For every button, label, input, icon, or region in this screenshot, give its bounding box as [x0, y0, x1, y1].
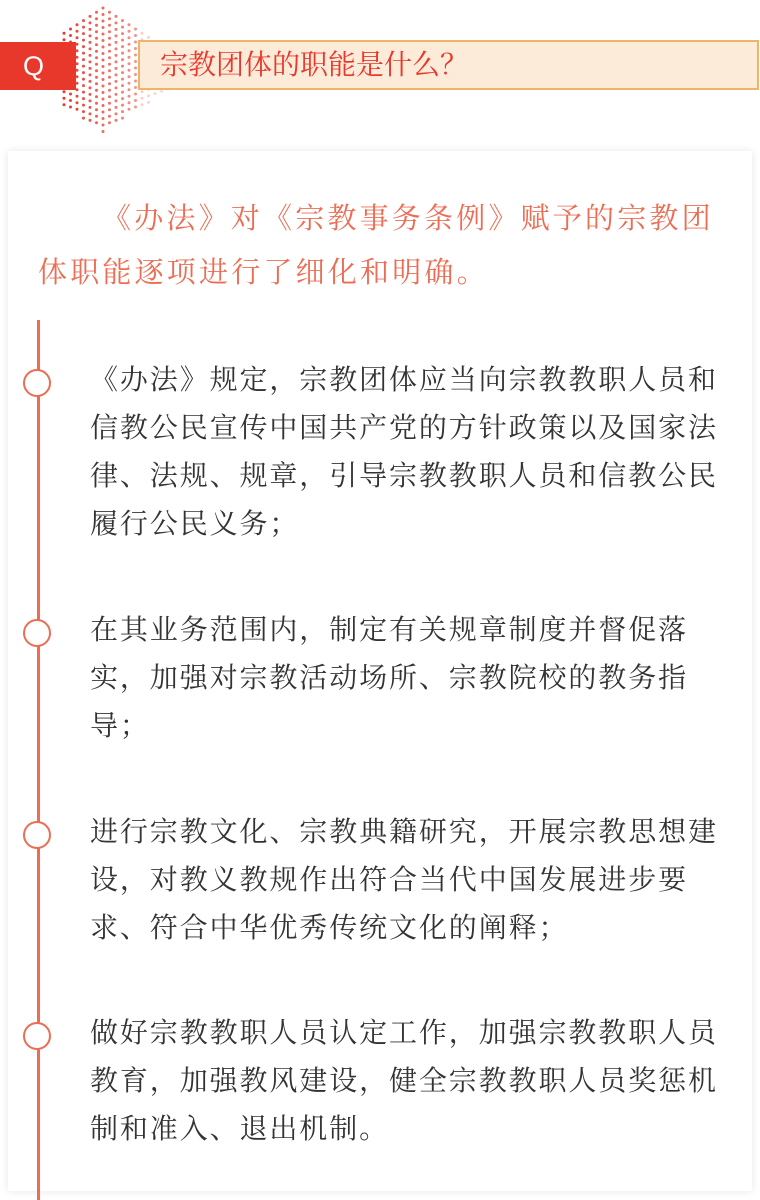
decoration-dot — [134, 80, 137, 83]
decoration-dot — [82, 45, 85, 48]
decoration-dot — [102, 98, 105, 101]
decoration-dot — [108, 108, 111, 111]
decoration-dot — [115, 112, 118, 115]
decoration-dot — [154, 92, 157, 95]
decoration-dot — [147, 101, 150, 104]
decoration-dot — [134, 86, 137, 89]
decoration-dot — [134, 54, 137, 57]
decoration-dot — [128, 75, 131, 78]
decoration-dot — [121, 19, 124, 22]
decoration-dot — [128, 23, 131, 26]
decoration-dot — [95, 115, 98, 118]
decoration-dot — [95, 17, 98, 20]
decoration-dot — [63, 32, 66, 35]
decoration-dot — [115, 28, 118, 31]
decoration-dot — [102, 104, 105, 107]
decoration-dot — [102, 7, 105, 10]
decoration-dot — [82, 71, 85, 74]
decoration-dot — [82, 58, 85, 61]
decoration-dot — [108, 37, 111, 40]
decoration-dot — [82, 97, 85, 100]
decoration-dot — [115, 80, 118, 83]
decoration-dot — [121, 26, 124, 29]
decoration-dot — [102, 52, 105, 55]
decoration-dot — [128, 56, 131, 59]
decoration-dot — [82, 84, 85, 87]
decoration-dot — [134, 106, 137, 109]
decoration-dot — [128, 49, 131, 52]
timeline-line — [37, 320, 40, 1200]
decoration-dot — [134, 93, 137, 96]
decoration-dot — [82, 104, 85, 107]
decoration-dot — [63, 90, 66, 93]
timeline-marker — [23, 619, 51, 647]
decoration-dot — [128, 69, 131, 72]
decoration-dot — [63, 38, 66, 41]
decoration-dot — [95, 11, 98, 14]
decoration-dot — [89, 34, 92, 37]
decoration-dot — [121, 52, 124, 55]
question-badge: Q — [0, 42, 76, 90]
decoration-dot — [102, 117, 105, 120]
decoration-dot — [128, 62, 131, 65]
decoration-dot — [95, 30, 98, 33]
decoration-dot — [76, 95, 79, 98]
decoration-dot — [147, 36, 150, 39]
decoration-dot — [128, 101, 131, 104]
decoration-dot — [82, 91, 85, 94]
decoration-dot — [82, 78, 85, 81]
decoration-dot — [82, 39, 85, 42]
decoration-dot — [89, 67, 92, 70]
decoration-dot — [121, 58, 124, 61]
decoration-dot — [128, 88, 131, 91]
decoration-dot — [89, 21, 92, 24]
decoration-dot — [108, 24, 111, 27]
decoration-dot — [128, 30, 131, 33]
intro-paragraph: 《办法》对《宗教事务条例》赋予的宗教团体职能逐项进行了细化和明确。 — [38, 201, 714, 289]
decoration-dot — [102, 26, 105, 29]
decoration-dot — [121, 97, 124, 100]
decoration-dot — [69, 28, 72, 31]
decoration-dot — [134, 67, 137, 70]
decoration-dot — [89, 28, 92, 31]
decoration-dot — [115, 15, 118, 18]
decoration-dot — [76, 30, 79, 33]
decoration-dot — [95, 76, 98, 79]
decoration-dot — [108, 95, 111, 98]
decoration-dot — [141, 97, 144, 100]
decoration-dot — [95, 24, 98, 27]
decoration-dot — [89, 86, 92, 89]
decoration-dot — [134, 99, 137, 102]
decoration-dot — [89, 73, 92, 76]
decoration-dot — [102, 124, 105, 127]
decoration-dot — [108, 17, 111, 20]
decoration-dot — [121, 39, 124, 42]
decoration-dot — [89, 119, 92, 122]
decoration-dot — [134, 41, 137, 44]
decoration-dot — [102, 78, 105, 81]
decoration-dot — [115, 54, 118, 57]
decoration-dot — [121, 65, 124, 68]
decoration-dot — [141, 103, 144, 106]
decoration-dot — [115, 93, 118, 96]
decoration-dot — [76, 23, 79, 26]
decoration-dot — [69, 93, 72, 96]
decoration-dot — [121, 84, 124, 87]
decoration-dot — [160, 90, 163, 93]
decoration-dot — [108, 121, 111, 124]
decoration-dot — [89, 41, 92, 44]
decoration-dot — [82, 52, 85, 55]
decoration-dot — [89, 54, 92, 57]
decoration-dot — [63, 103, 66, 106]
decoration-dot — [102, 91, 105, 94]
decoration-dot — [102, 130, 105, 133]
decoration-dot — [95, 56, 98, 59]
decoration-dot — [82, 117, 85, 120]
decoration-dot — [89, 60, 92, 63]
decoration-dot — [108, 11, 111, 14]
decoration-dot — [115, 67, 118, 70]
question-banner — [138, 40, 759, 90]
decoration-dot — [76, 108, 79, 111]
decoration-dot — [121, 78, 124, 81]
list-item: 在其业务范围内，制定有关规章制度并督促落实，加强对宗教活动场所、宗教院校的教务指导； — [90, 613, 689, 742]
decoration-dot — [82, 19, 85, 22]
decoration-dot — [121, 117, 124, 120]
decoration-dot — [108, 43, 111, 46]
decoration-dot — [147, 94, 150, 97]
list-item: 《办法》规定，宗教团体应当向宗教教职人员和信教公民宣传中国共产党的方针政策以及国家法律、法规、规章，引导宗教教职人员和信教公民履行公民义务； — [90, 363, 718, 540]
decoration-dot — [95, 95, 98, 98]
decoration-dot — [134, 60, 137, 63]
decoration-dot — [121, 110, 124, 113]
decoration-dot — [128, 95, 131, 98]
timeline-marker — [23, 1022, 51, 1050]
decoration-dot — [108, 50, 111, 53]
decoration-dot — [108, 82, 111, 85]
decoration-dot — [108, 56, 111, 59]
decoration-dot — [82, 32, 85, 35]
question-title: 宗教团体的职能是什么？ — [160, 48, 469, 81]
decoration-dot — [95, 37, 98, 40]
decoration-dot — [128, 36, 131, 39]
decoration-dot — [115, 86, 118, 89]
decoration-dot — [115, 119, 118, 122]
decoration-dot — [134, 34, 137, 37]
decoration-dot — [108, 89, 111, 92]
decoration-dot — [82, 26, 85, 29]
decoration-dot — [121, 32, 124, 35]
answer-card — [8, 151, 752, 1191]
decoration-dot — [128, 82, 131, 85]
decoration-dot — [89, 93, 92, 96]
decoration-dot — [82, 110, 85, 113]
decoration-dot — [69, 34, 72, 37]
decoration-dot — [89, 15, 92, 18]
decoration-dot — [89, 80, 92, 83]
decoration-dot — [108, 102, 111, 105]
decoration-dot — [76, 36, 79, 39]
decoration-dot — [95, 63, 98, 66]
timeline-marker — [23, 821, 51, 849]
decoration-dot — [95, 82, 98, 85]
decoration-dot — [89, 99, 92, 102]
decoration-dot — [121, 91, 124, 94]
decoration-dot — [108, 69, 111, 72]
decoration-dot — [102, 72, 105, 75]
decoration-dot — [102, 39, 105, 42]
decoration-dot — [108, 76, 111, 79]
decoration-dot — [95, 102, 98, 105]
decoration-dot — [121, 104, 124, 107]
decoration-dot — [102, 85, 105, 88]
decoration-dot — [102, 20, 105, 23]
decoration-dot — [102, 33, 105, 36]
decoration-dot — [134, 47, 137, 50]
decoration-dot — [115, 21, 118, 24]
list-item: 做好宗教教职人员认定工作，加强宗教教职人员教育，加强教风建设，健全宗教教职人员奖惩机制和准入、退出机制。 — [90, 1016, 718, 1145]
decoration-dot — [95, 108, 98, 111]
decoration-dot — [102, 46, 105, 49]
decoration-dot — [82, 65, 85, 68]
decoration-dot — [76, 101, 79, 104]
decoration-dot — [95, 89, 98, 92]
decoration-dot — [115, 73, 118, 76]
decoration-dot — [115, 99, 118, 102]
decoration-dot — [95, 50, 98, 53]
decoration-dot — [141, 90, 144, 93]
decoration-dot — [108, 115, 111, 118]
decoration-dot — [102, 13, 105, 16]
decoration-dot — [89, 106, 92, 109]
decoration-dot — [115, 47, 118, 50]
decoration-dot — [121, 71, 124, 74]
decoration-dot — [89, 47, 92, 50]
decoration-dot — [102, 65, 105, 68]
decoration-dot — [69, 99, 72, 102]
decoration-dot — [134, 28, 137, 31]
decoration-dot — [128, 43, 131, 46]
decoration-dot — [141, 32, 144, 35]
decoration-dot — [102, 111, 105, 114]
decoration-dot — [121, 45, 124, 48]
decoration-dot — [108, 63, 111, 66]
decoration-dot — [95, 69, 98, 72]
timeline-marker — [23, 369, 51, 397]
decoration-dot — [69, 106, 72, 109]
decoration-dot — [95, 43, 98, 46]
decoration-dot — [115, 106, 118, 109]
decoration-dot — [115, 41, 118, 44]
decoration-dot — [63, 97, 66, 100]
decoration-dot — [128, 108, 131, 111]
decoration-dot — [108, 30, 111, 33]
decoration-dot — [102, 59, 105, 62]
decoration-dot — [134, 73, 137, 76]
decoration-dot — [89, 112, 92, 115]
list-item: 进行宗教文化、宗教典籍研究，开展宗教思想建设，对教义教规作出符合当代中国发展进步要求、符合中华优秀传统文化的阐释； — [90, 815, 718, 944]
decoration-dot — [115, 34, 118, 37]
decoration-dot — [95, 121, 98, 124]
decoration-dot — [115, 60, 118, 63]
